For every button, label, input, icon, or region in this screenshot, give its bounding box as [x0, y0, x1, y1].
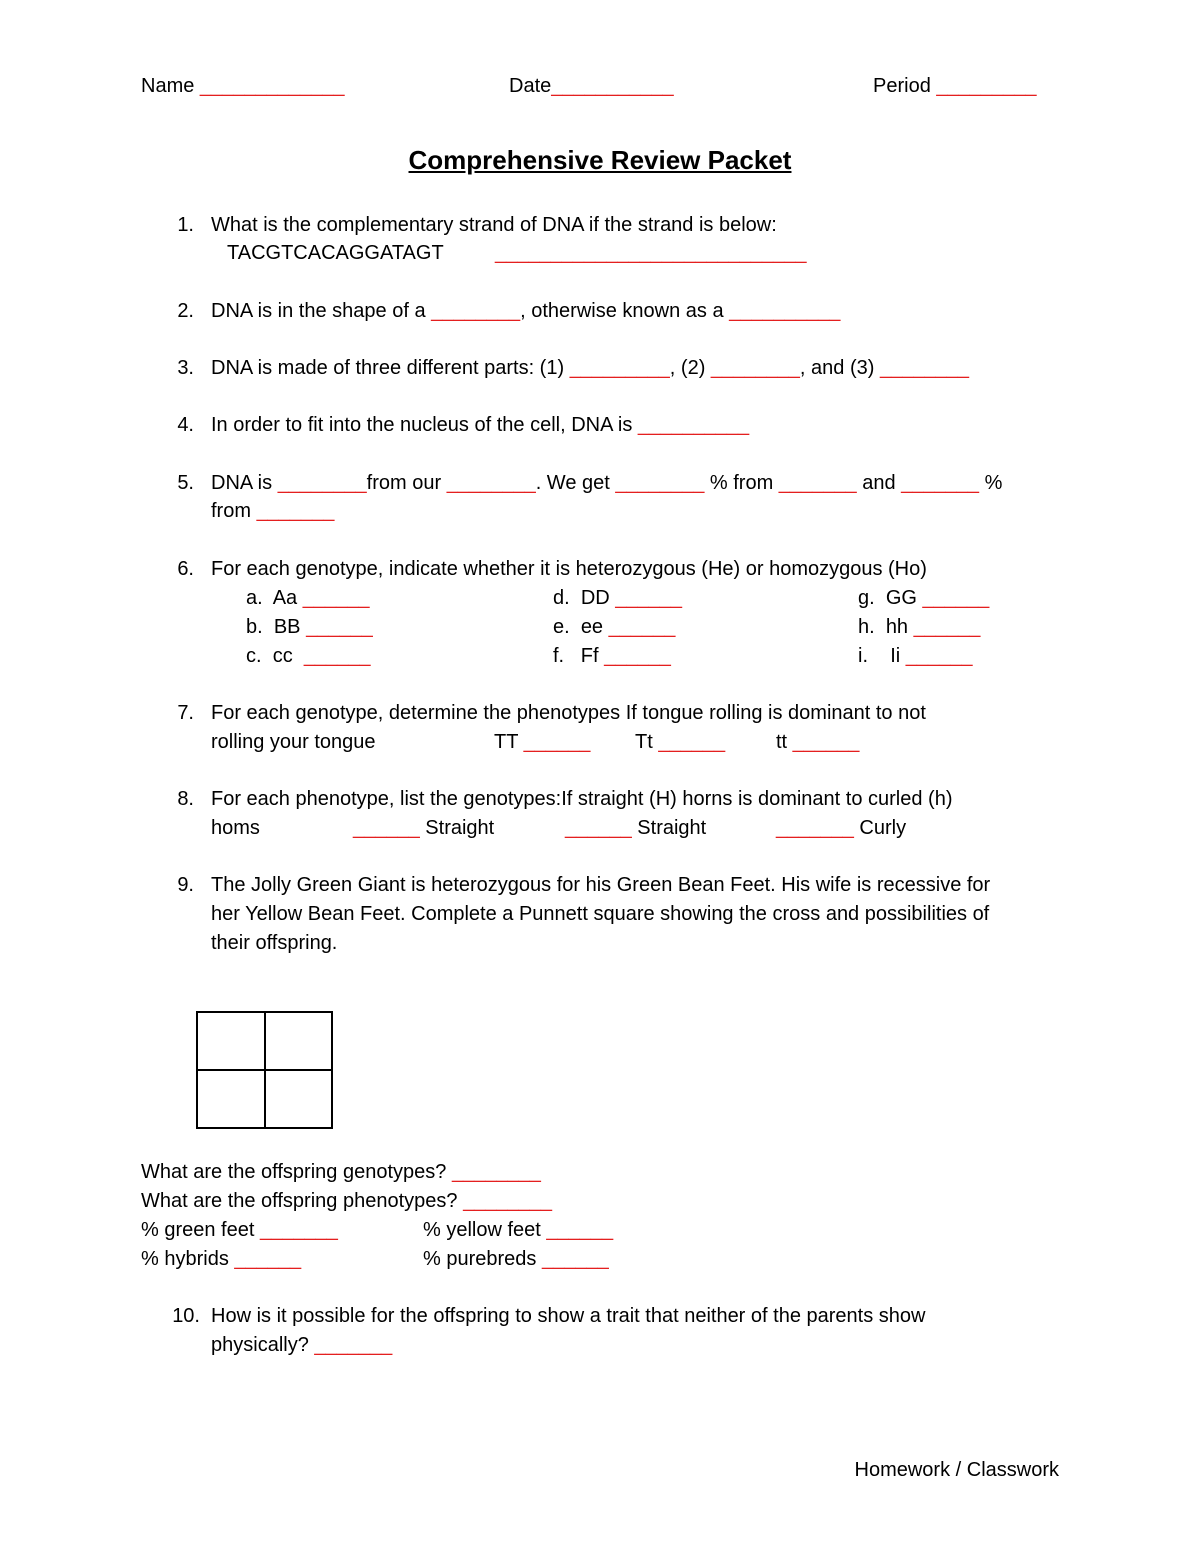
punnett-cell[interactable] — [198, 1013, 266, 1071]
name-blank[interactable]: _____________ — [199, 75, 345, 97]
question-3-text — [211, 355, 969, 381]
phenotype-item — [635, 729, 725, 755]
item-letter: g. — [858, 587, 875, 609]
genotype-item — [246, 585, 369, 611]
question-number: 1. — [177, 214, 194, 236]
answer-blank[interactable]: ______ — [546, 1219, 614, 1241]
question-number: 5. — [177, 472, 194, 494]
answer-blank[interactable]: __________ — [729, 300, 841, 322]
question-number: 3. — [177, 357, 194, 379]
answer-blank[interactable]: ______ — [658, 731, 726, 753]
text: DNA is — [211, 472, 278, 494]
page-title: Comprehensive Review Packet — [408, 145, 792, 175]
question-9-text: her Yellow Bean Feet. Complete a Punnett square showing the cross and possibilities of — [211, 903, 990, 925]
genotype: ee — [580, 616, 604, 638]
text: DNA is made of three different parts: (1) — [211, 357, 570, 379]
answer-blank[interactable]: _______ — [901, 472, 980, 494]
question-7-text: For each genotype, determine the phenotypes If tongue rolling is dominant to not — [211, 702, 926, 724]
question-10-text: How is it possible for the offspring to show a trait that neither of the parents show — [211, 1305, 926, 1327]
answer-blank[interactable]: ________ — [451, 1161, 541, 1183]
question-9-text: The Jolly Green Giant is heterozygous for his Green Bean Feet. His wife is recessive for — [211, 874, 991, 896]
phenotype: Curly — [853, 817, 907, 839]
text: % green feet — [141, 1219, 260, 1241]
date-blank[interactable]: ___________ — [551, 75, 674, 97]
phenotype: Straight — [419, 817, 495, 839]
question-2-text — [211, 298, 840, 324]
answer-blank[interactable]: ____________________________ — [495, 242, 807, 264]
period-field[interactable] — [873, 73, 1036, 99]
question-number: 10. — [172, 1305, 200, 1327]
answer-blank[interactable]: ______ — [922, 587, 990, 609]
punnett-square[interactable] — [196, 1011, 333, 1129]
percent-yellow — [423, 1217, 613, 1243]
period-blank[interactable]: _________ — [936, 75, 1037, 97]
answer-blank[interactable]: _______ — [256, 500, 335, 522]
text: In order to fit into the nucleus of the cell, DNA is — [211, 414, 638, 436]
text: % — [979, 472, 1003, 494]
question-8-text: For each phenotype, list the genotypes:If straight (H) horns is dominant to curled (h) — [211, 788, 953, 810]
genotype-item — [858, 643, 973, 669]
answer-blank[interactable]: __________ — [637, 414, 750, 436]
item-letter: b. — [246, 616, 263, 638]
answer-blank[interactable]: ______ — [234, 1248, 302, 1270]
answer-blank[interactable]: ______ — [306, 616, 373, 638]
period-label: Period — [873, 75, 931, 97]
item-letter: c. — [246, 645, 262, 667]
punnett-cell[interactable] — [266, 1013, 334, 1071]
genotype: tt — [776, 731, 793, 753]
genotype: Ff — [580, 645, 599, 667]
answer-blank[interactable]: ______ — [913, 616, 981, 638]
question-8-continued: homs — [211, 817, 260, 839]
date-label: Date — [509, 75, 552, 97]
genotype-item — [858, 585, 989, 611]
name-field[interactable] — [141, 73, 345, 99]
genotype: Tt — [635, 731, 659, 753]
answer-blank[interactable]: ______ — [565, 817, 632, 839]
genotype: Ii — [890, 645, 901, 667]
question-10-continued — [211, 1332, 392, 1358]
text: % hybrids — [141, 1248, 235, 1270]
answer-blank[interactable]: ________ — [879, 357, 969, 379]
genotype-item — [353, 815, 494, 841]
answer-blank[interactable]: _________ — [569, 357, 670, 379]
genotype-item — [553, 643, 671, 669]
question-number: 6. — [177, 558, 194, 580]
item-letter: h. — [858, 616, 875, 638]
question-5-continued — [211, 498, 334, 524]
genotype: TT — [494, 731, 524, 753]
text: % purebreds — [423, 1248, 542, 1270]
question-number: 4. — [177, 414, 194, 436]
question-7-continued: rolling your tongue — [211, 731, 376, 753]
text: from our — [366, 472, 447, 494]
answer-blank[interactable]: ______ — [302, 587, 370, 609]
genotype-item — [246, 614, 373, 640]
genotype-item — [776, 815, 906, 841]
genotype-item — [246, 643, 371, 669]
item-letter: f. — [553, 645, 565, 667]
text: What are the offspring genotypes? — [141, 1161, 452, 1183]
answer-blank[interactable]: ________ — [710, 357, 800, 379]
answer-blank[interactable]: ______ — [615, 587, 683, 609]
genotype: Aa — [272, 587, 298, 609]
answer-blank[interactable]: ______ — [303, 645, 371, 667]
question-number: 9. — [177, 874, 194, 896]
phenotype: Straight — [631, 817, 707, 839]
answer-blank[interactable]: ________ — [446, 472, 536, 494]
punnett-cell[interactable] — [266, 1071, 334, 1129]
genotype: GG — [885, 587, 917, 609]
percent-hybrids — [141, 1246, 301, 1272]
text: physically? — [211, 1334, 315, 1356]
item-letter: e. — [553, 616, 570, 638]
text: from — [211, 500, 257, 522]
question-1-text: What is the complementary strand of DNA if the strand is below: — [211, 214, 777, 236]
text: , (2) — [669, 357, 711, 379]
question-4-text — [211, 412, 749, 438]
answer-blank[interactable]: ______ — [353, 817, 420, 839]
question-number: 2. — [177, 300, 194, 322]
answer-blank[interactable]: ______ — [608, 616, 676, 638]
name-label: Name — [141, 75, 195, 97]
answer-blank[interactable]: _______ — [776, 817, 854, 839]
genotype-item — [565, 815, 706, 841]
dna-strand: TACGTCACAGGATAGT — [227, 242, 444, 264]
question-6-text: For each genotype, indicate whether it is heterozygous (He) or homozygous (Ho) — [211, 558, 927, 580]
text: . We get — [535, 472, 616, 494]
text: % yellow feet — [423, 1219, 547, 1241]
genotype-item — [858, 614, 980, 640]
answer-blank[interactable]: ________ — [615, 472, 705, 494]
question-number: 8. — [177, 788, 194, 810]
text: and — [856, 472, 902, 494]
percent-green — [141, 1217, 338, 1243]
answer-blank[interactable]: ______ — [905, 645, 973, 667]
item-letter: a. — [246, 587, 263, 609]
question-9-text: their offspring. — [211, 932, 338, 954]
genotype: cc — [272, 645, 293, 667]
genotype: hh — [885, 616, 909, 638]
question-5-text — [211, 470, 1002, 496]
item-letter: i. — [858, 645, 868, 667]
footer-label: Homework / Classwork — [854, 1459, 1059, 1481]
question-number: 7. — [177, 702, 194, 724]
offspring-genotypes — [141, 1159, 541, 1185]
answer-blank[interactable]: ______ — [541, 1248, 609, 1270]
answer-blank[interactable]: ________ — [431, 300, 521, 322]
offspring-phenotypes — [141, 1188, 552, 1214]
text: DNA is in the shape of a — [211, 300, 432, 322]
genotype-item — [553, 614, 675, 640]
text: , and (3) — [799, 357, 880, 379]
answer-blank[interactable]: ________ — [277, 472, 367, 494]
genotype: DD — [580, 587, 610, 609]
date-field[interactable] — [509, 73, 674, 99]
answer-blank[interactable]: ______ — [792, 731, 860, 753]
text: What are the offspring phenotypes? — [141, 1190, 464, 1212]
item-letter: d. — [553, 587, 570, 609]
answer-blank[interactable]: ________ — [463, 1190, 553, 1212]
answer-blank[interactable]: ______ — [523, 731, 591, 753]
phenotype-item — [776, 729, 859, 755]
text: % from — [704, 472, 779, 494]
phenotype-item — [494, 729, 590, 755]
text: , otherwise known as a — [520, 300, 730, 322]
answer-blank[interactable]: _______ — [778, 472, 857, 494]
percent-purebreds — [423, 1246, 609, 1272]
answer-blank[interactable]: _______ — [259, 1219, 338, 1241]
genotype-item — [553, 585, 682, 611]
punnett-cell[interactable] — [198, 1071, 266, 1129]
answer-blank[interactable]: _______ — [314, 1334, 393, 1356]
answer-blank[interactable]: ______ — [604, 645, 671, 667]
genotype: BB — [273, 616, 301, 638]
